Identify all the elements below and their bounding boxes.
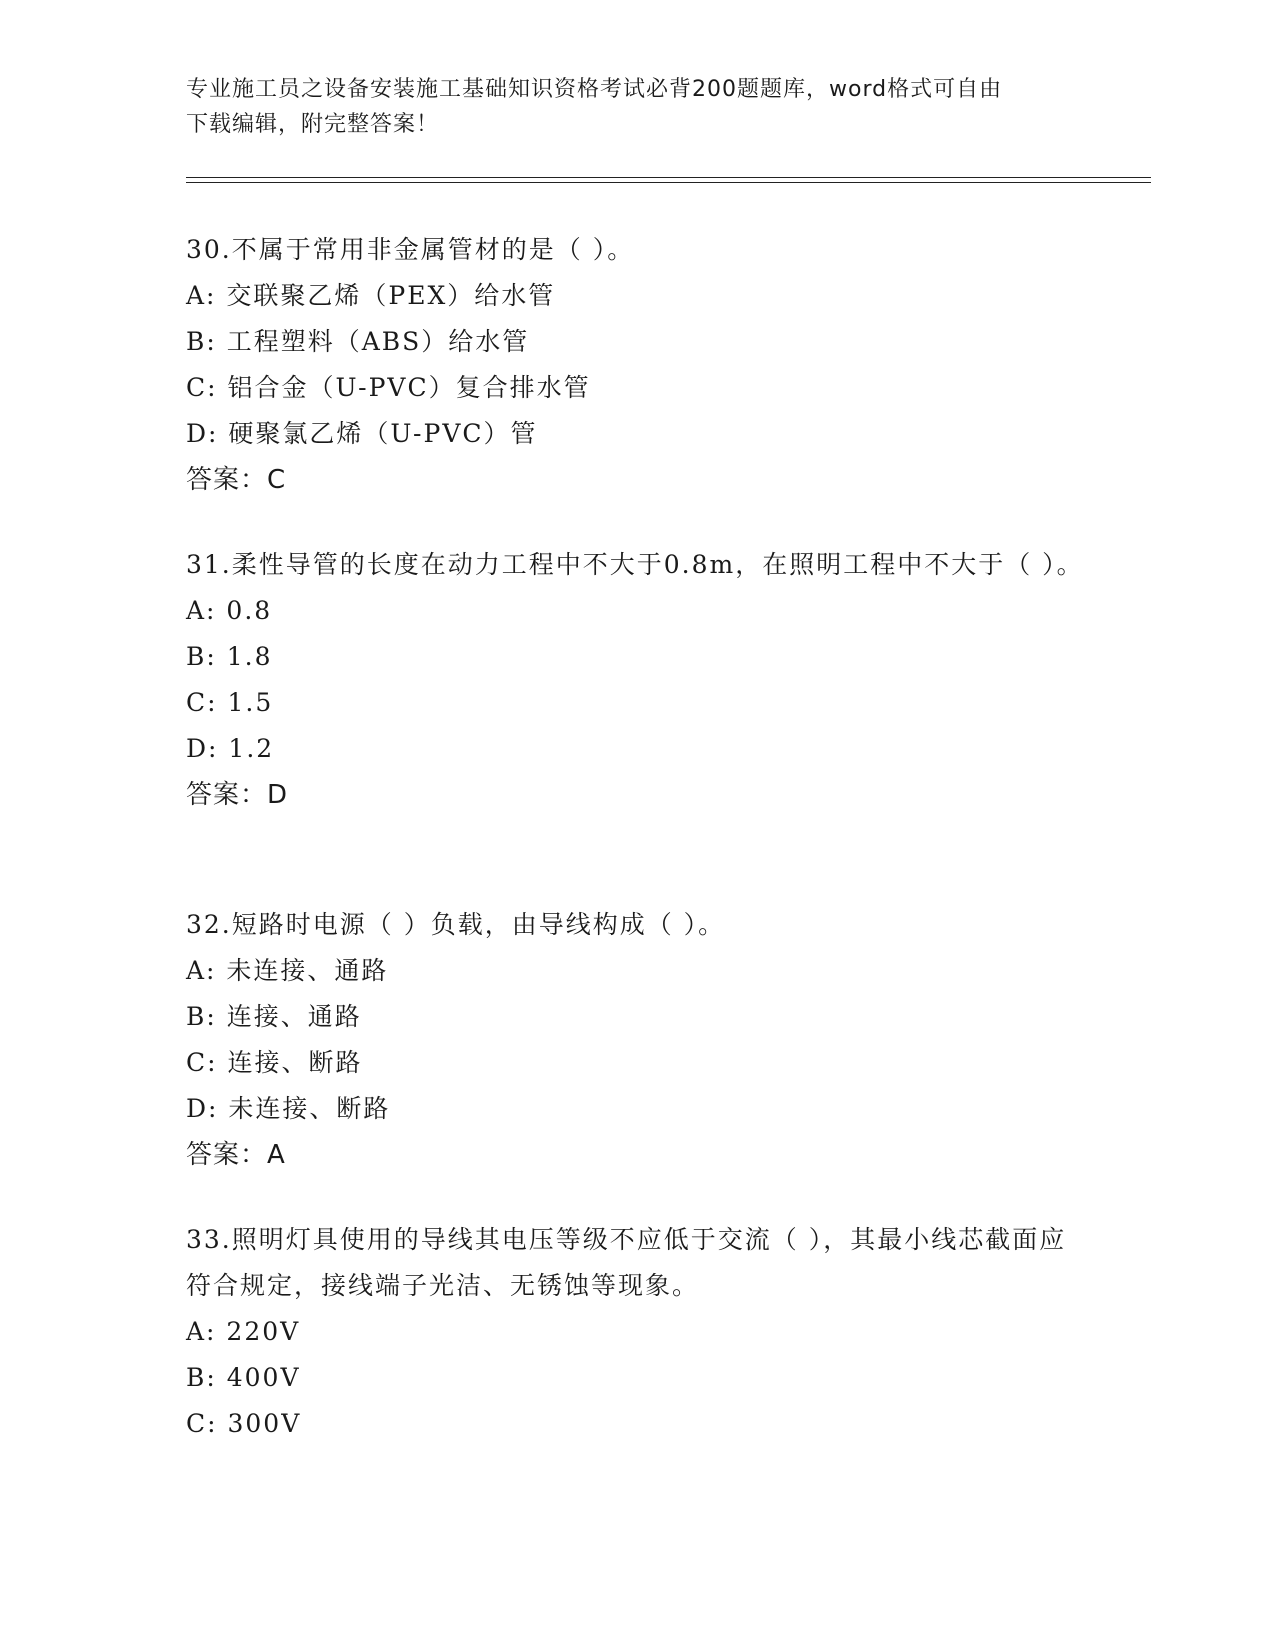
option-c: C: 连接、断路 <box>186 1048 363 1077</box>
option-a: A: 220V <box>186 1317 301 1346</box>
option-a: A: 0.8 <box>186 596 273 625</box>
question-30 <box>186 227 1086 503</box>
header-line-2: 下载编辑，附完整答案！ <box>186 112 440 137</box>
answer: 答案：A <box>186 1140 286 1170</box>
option-c: C: 铝合金（U-PVC）复合排水管 <box>186 373 591 402</box>
option-b: B: 连接、通路 <box>186 1002 362 1031</box>
question-31 <box>186 542 1086 818</box>
header-line-1: 专业施工员之设备安装施工基础知识资格考试必背200题题库，word格式可自由 <box>186 77 1003 102</box>
option-d: D: 硬聚氯乙烯（U-PVC）管 <box>186 419 538 448</box>
option-b: B: 工程塑料（ABS）给水管 <box>186 327 530 356</box>
header-divider-top <box>186 177 1151 178</box>
header-divider-bottom <box>186 182 1151 183</box>
option-d: D: 未连接、断路 <box>186 1094 391 1123</box>
option-c: C: 300V <box>186 1409 302 1438</box>
document-header <box>186 72 1086 142</box>
option-c: C: 1.5 <box>186 688 274 717</box>
option-b: B: 400V <box>186 1363 301 1392</box>
question-stem: 31.柔性导管的长度在动力工程中不大于0.8m，在照明工程中不大于（ ）。 <box>186 550 1084 579</box>
question-33 <box>186 1217 1086 1447</box>
question-stem: 30.不属于常用非金属管材的是（ ）。 <box>186 235 635 264</box>
question-stem: 32.短路时电源（ ）负载，由导线构成（ ）。 <box>186 910 726 939</box>
option-b: B: 1.8 <box>186 642 273 671</box>
question-stem: 33.照明灯具使用的导线其电压等级不应低于交流（ ），其最小线芯截面应符合规定，接线端子光洁、无锈蚀等现象。 <box>186 1225 1067 1300</box>
answer: 答案：C <box>186 465 287 495</box>
answer: 答案：D <box>186 780 289 810</box>
option-a: A: 未连接、通路 <box>186 956 389 985</box>
option-d: D: 1.2 <box>186 734 275 763</box>
option-a: A: 交联聚乙烯（PEX）给水管 <box>186 281 556 310</box>
question-32 <box>186 902 1086 1178</box>
